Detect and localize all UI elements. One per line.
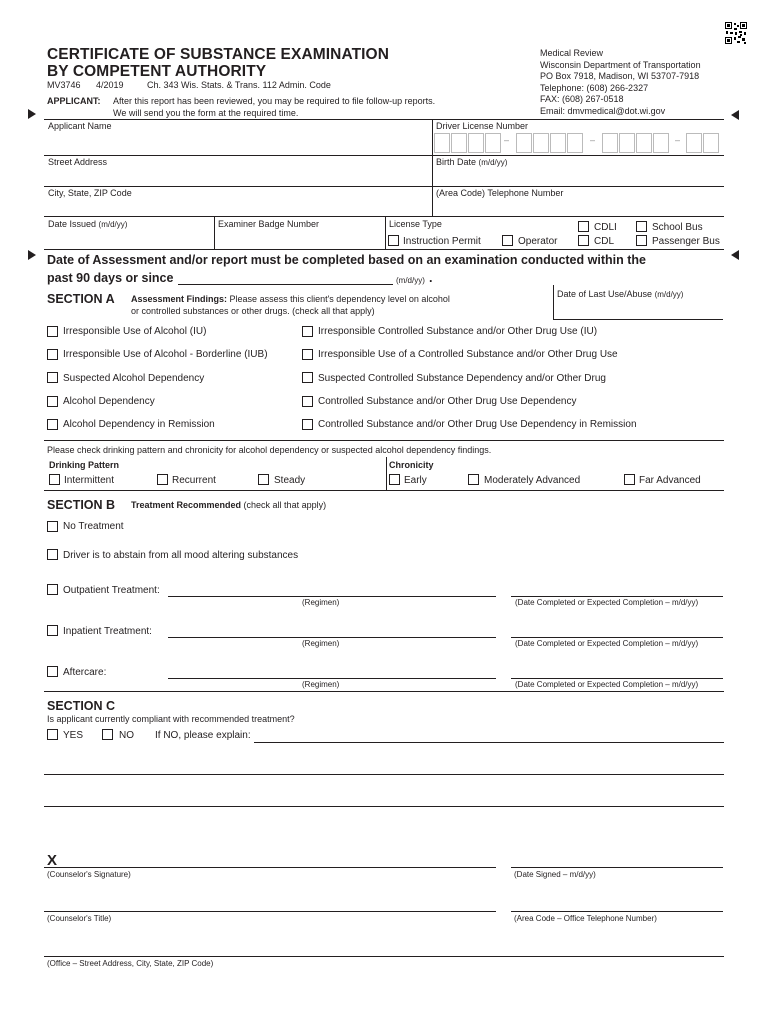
form-title-line2: BY COMPETENT AUTHORITY [47,63,267,80]
compliance-question: Is applicant currently compliant with recommended treatment? [47,714,295,724]
moderately-advanced-checkbox[interactable] [468,474,479,485]
arrow-right-icon [28,109,36,119]
finding-checkbox[interactable] [302,349,313,360]
office-address-field[interactable] [44,956,724,957]
date-issued-label: Date Issued (m/d/yy) [48,219,128,229]
outpatient-date-field[interactable] [511,596,723,597]
aftercare-regimen-field[interactable] [168,678,496,679]
office-phone-field[interactable] [511,911,723,912]
date-completed-caption: (Date Completed or Expected Completion – m/d/yy) [515,639,699,648]
finding-checkbox[interactable] [47,419,58,430]
assessment-date-period: . [429,271,433,285]
counselor-signature-field[interactable] [44,867,496,868]
contact-line: FAX: (608) 267-0518 [540,94,624,104]
applicant-name-field[interactable] [46,132,429,154]
drinking-pattern-label: Drinking Pattern [49,460,120,470]
dl-separator: – [504,135,510,145]
contact-block [540,48,701,117]
cdl-label: CDL [594,236,615,247]
finding-label: Irresponsible Use of Alcohol (IU) [63,326,207,337]
steady-label: Steady [274,475,306,486]
recurrent-label: Recurrent [172,475,216,486]
applicant-notice-1: After this report has been reviewed, you may be required to file follow-up reports. [113,96,436,106]
contact-line: Medical Review [540,48,604,58]
aftercare-checkbox[interactable] [47,666,58,677]
early-checkbox[interactable] [389,474,400,485]
birth-date-label: Birth Date (m/d/yy) [436,157,508,167]
intermittent-checkbox[interactable] [49,474,60,485]
date-issued-field[interactable] [46,230,212,248]
applicant-name-label: Applicant Name [48,121,112,131]
passenger-bus-checkbox[interactable] [636,235,647,246]
section-a-title: SECTION A [47,292,115,306]
finding-checkbox[interactable] [47,372,58,383]
finding-label: Alcohol Dependency [63,396,155,407]
passenger-bus-label: Passenger Bus [652,236,720,247]
finding-label: Irresponsible Use of Alcohol - Borderline (IUB) [63,349,268,360]
dl-separator: – [590,135,596,145]
arrow-right-icon [28,250,36,260]
date-completed-caption: (Date Completed or Expected Completion – m/d/yy) [515,680,699,689]
pattern-instruction: Please check drinking pattern and chronicity for alcohol dependency or suspected alcohol dependency findings. [47,445,492,455]
inpatient-date-field[interactable] [511,637,723,638]
applicant-notice-2: We will send you the form at the required time. [113,108,299,118]
far-advanced-checkbox[interactable] [624,474,635,485]
finding-label: Irresponsible Controlled Substance and/or Other Drug Use (IU) [318,326,598,337]
statute-reference: Ch. 343 Wis. Stats. & Trans. 112 Admin. Code [147,80,331,90]
steady-checkbox[interactable] [258,474,269,485]
explanation-line[interactable] [254,742,724,743]
telephone-label: (Area Code) Telephone Number [436,188,564,198]
telephone-field[interactable] [434,199,722,215]
form-title-line1: CERTIFICATE OF SUBSTANCE EXAMINATION [47,46,390,63]
instruction-permit-label: Instruction Permit [403,236,481,247]
finding-checkbox[interactable] [47,349,58,360]
arrow-left-icon [731,110,739,120]
contact-line: Wisconsin Department of Transportation [540,59,701,70]
section-c-title: SECTION C [47,699,116,713]
signature-x-mark: X [47,852,58,869]
street-address-field[interactable] [46,168,429,185]
outpatient-checkbox[interactable] [47,584,58,595]
explanation-line[interactable] [44,774,724,775]
section-b-heading: Treatment Recommended (check all that apply) [131,500,327,510]
section-a-instructions: Assessment Findings: Please assess this client's dependency level on alcohol [131,294,450,304]
inpatient-label: Inpatient Treatment: [63,626,152,637]
driver-license-label: Driver License Number [436,121,529,131]
cdli-label: CDLI [594,222,617,233]
instruction-permit-checkbox[interactable] [388,235,399,246]
assessment-date-since: past 90 days or since [47,271,174,285]
operator-label: Operator [518,236,558,247]
birth-date-field[interactable] [434,168,722,185]
form-number: MV3746 [47,80,81,90]
operator-checkbox[interactable] [502,235,513,246]
finding-label: Suspected Alcohol Dependency [63,373,205,384]
cdli-checkbox[interactable] [578,221,589,232]
school-bus-checkbox[interactable] [636,221,647,232]
finding-label: Alcohol Dependency in Remission [63,419,215,430]
date-signed-caption: (Date Signed – m/d/yy) [514,870,596,879]
street-address-label: Street Address [48,157,108,167]
city-state-zip-label: City, State, ZIP Code [48,188,132,198]
outpatient-label: Outpatient Treatment: [63,585,160,596]
aftercare-label: Aftercare: [63,667,107,678]
contact-line: Telephone: (608) 266-2327 [540,82,649,93]
inpatient-checkbox[interactable] [47,625,58,636]
finding-checkbox[interactable] [47,396,58,407]
school-bus-label: School Bus [652,222,703,233]
section-a-instructions-2: or controlled substances or other drugs. (check all that apply) [131,306,375,316]
intermittent-label: Intermittent [64,475,115,486]
aftercare-date-field[interactable] [511,678,723,679]
regimen-caption: (Regimen) [302,680,340,689]
date-completed-caption: (Date Completed or Expected Completion – m/d/yy) [515,598,699,607]
contact-line: PO Box 7918, Madison, WI 53707-7918 [540,71,700,81]
finding-label: Suspected Controlled Substance Dependency and/or Other Drug [318,373,606,384]
arrow-left-icon [731,250,739,260]
abstain-checkbox[interactable] [47,549,58,560]
date-signed-field[interactable] [511,867,723,868]
regimen-caption: (Regimen) [302,639,340,648]
recurrent-checkbox[interactable] [157,474,168,485]
counselor-title-field[interactable] [44,911,496,912]
dl-separator: – [675,135,681,145]
office-phone-caption: (Area Code – Office Telephone Number) [514,914,657,923]
inpatient-regimen-field[interactable] [168,637,496,638]
no-treatment-label: No Treatment [63,521,124,532]
form-date: 4/2019 [96,80,124,90]
assessment-date-instruction: Date of Assessment and/or report must be completed based on an examination conducted within the [47,253,646,267]
no-checkbox[interactable] [102,729,113,740]
abstain-label: Driver is to abstain from all mood altering substances [63,550,299,561]
counselor-title-caption: (Counselor's Title) [47,914,112,923]
finding-label: Controlled Substance and/or Other Drug Use Dependency in Remission [318,419,637,430]
examiner-badge-field[interactable] [216,230,383,248]
chronicity-label: Chronicity [389,460,434,470]
explain-label: If NO, please explain: [155,730,251,741]
no-treatment-checkbox[interactable] [47,521,58,532]
examiner-badge-label: Examiner Badge Number [218,219,320,229]
assessment-date-format: (m/d/yy) [396,276,425,285]
last-use-date-label: Date of Last Use/Abuse (m/d/yy) [557,289,684,299]
counselor-signature-caption: (Counselor's Signature) [47,870,131,879]
outpatient-regimen-field[interactable] [168,596,496,597]
yes-label: YES [63,730,84,741]
cdl-checkbox[interactable] [578,235,589,246]
assessment-since-date-field[interactable] [178,284,393,285]
finding-label: Controlled Substance and/or Other Drug Use Dependency [318,396,577,407]
finding-checkbox[interactable] [47,326,58,337]
license-type-label: License Type [389,219,442,229]
city-state-zip-field[interactable] [46,199,429,215]
finding-checkbox[interactable] [302,372,313,383]
yes-checkbox[interactable] [47,729,58,740]
section-b-title: SECTION B [47,498,116,512]
finding-label: Irresponsible Use of a Controlled Substance and/or Other Drug Use [318,349,618,360]
far-advanced-label: Far Advanced [639,475,701,486]
explanation-line[interactable] [44,806,724,807]
no-label: NO [119,730,134,741]
finding-checkbox[interactable] [302,326,313,337]
early-label: Early [404,475,427,486]
moderately-advanced-label: Moderately Advanced [484,475,581,486]
qr-code [725,22,747,44]
office-address-caption: (Office – Street Address, City, State, ZIP Code) [47,959,214,968]
finding-checkbox[interactable] [302,419,313,430]
applicant-label: APPLICANT: [47,96,101,106]
contact-email: Email: dmvmedical@dot.wi.gov [540,105,666,116]
regimen-caption: (Regimen) [302,598,340,607]
finding-checkbox[interactable] [302,396,313,407]
